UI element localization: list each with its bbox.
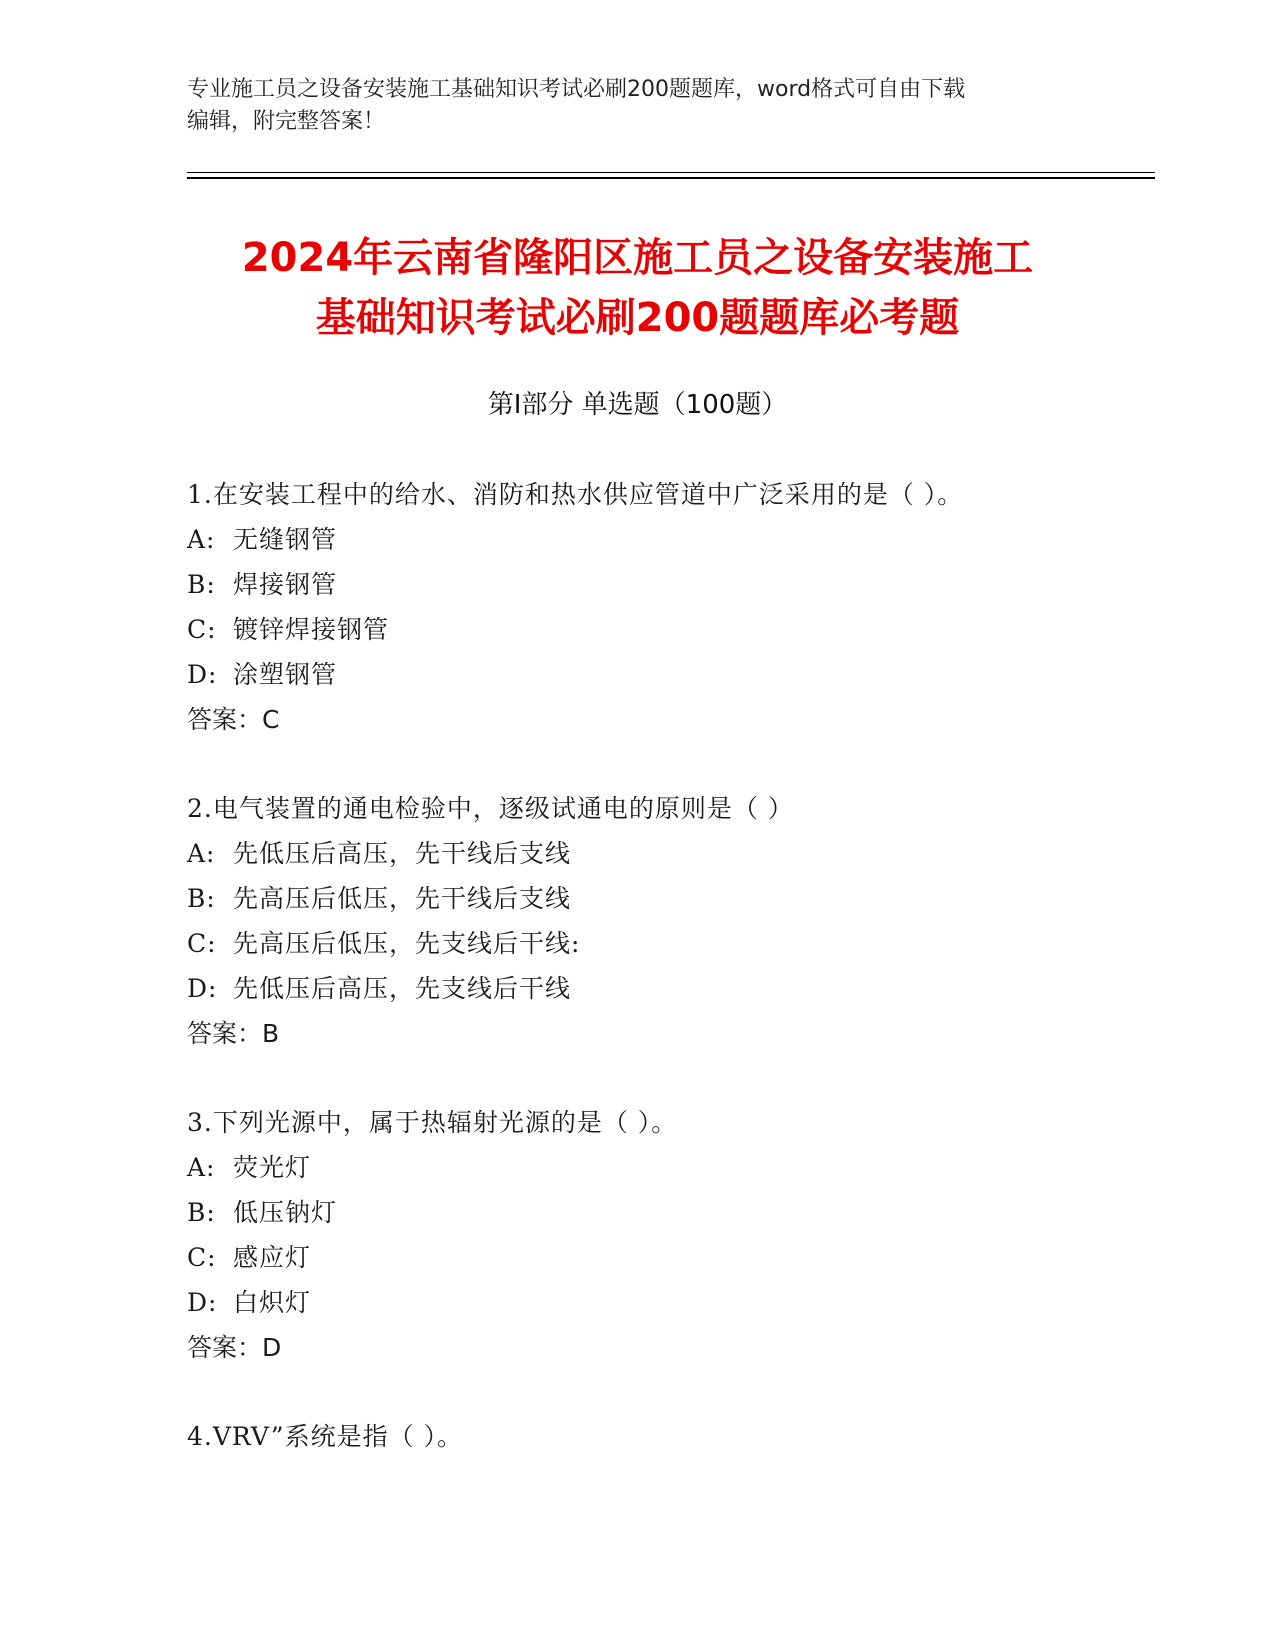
answer-line (187, 1011, 1147, 1056)
option-text: 先高压后低压，先支线后干线: (233, 929, 581, 958)
document-title (0, 228, 1275, 348)
option-key: C: (187, 929, 217, 958)
question-stem: 2.电气装置的通电检验中，逐级试通电的原则是（ ） (187, 794, 794, 823)
question-stem: 1.在安装工程中的给水、消防和热水供应管道中广泛采用的是（ ）。 (187, 480, 964, 509)
option-key: D: (187, 1288, 218, 1317)
question-stem: 3.下列光源中，属于热辐射光源的是（ ）。 (187, 1108, 678, 1137)
answer-line (187, 1325, 1147, 1370)
option-c (187, 1235, 1147, 1280)
header-note-line-2: 编辑，附完整答案！ (187, 109, 386, 134)
header-rule-thin (187, 172, 1155, 173)
option-text: 低压钠灯 (233, 1198, 338, 1227)
option-b (187, 1190, 1147, 1235)
answer-value: D (262, 1333, 282, 1362)
option-key: C: (187, 615, 217, 644)
option-a (187, 831, 1147, 876)
option-text: 白炽灯 (233, 1288, 312, 1317)
option-a (187, 1145, 1147, 1190)
option-text: 先低压后高压，先支线后干线 (233, 974, 572, 1003)
option-text: 感应灯 (233, 1243, 312, 1272)
option-text: 镀锌焊接钢管 (233, 615, 390, 644)
option-key: B: (187, 884, 216, 913)
option-d (187, 966, 1147, 1011)
option-b (187, 562, 1147, 607)
section-heading: 第Ⅰ部分 单选题（100题） (487, 390, 788, 420)
header-note-line-1: 专业施工员之设备安装施工基础知识考试必刷200题题库，word格式可自由下载 (187, 77, 966, 102)
question-2 (187, 786, 1147, 1056)
option-c (187, 921, 1147, 966)
answer-line (187, 697, 1147, 742)
option-c (187, 607, 1147, 652)
option-key: A: (187, 1153, 216, 1182)
option-text: 先低压后高压，先干线后支线 (233, 839, 572, 868)
answer-value: B (262, 1019, 280, 1048)
header-rule-thick (187, 177, 1155, 179)
option-d (187, 652, 1147, 697)
question-3 (187, 1100, 1147, 1370)
option-text: 焊接钢管 (233, 570, 338, 599)
option-text: 荧光灯 (233, 1153, 312, 1182)
option-d (187, 1280, 1147, 1325)
option-key: A: (187, 839, 216, 868)
answer-label: 答案： (187, 1019, 263, 1048)
header-note (187, 74, 1087, 138)
answer-value: C (262, 705, 280, 734)
option-key: A: (187, 525, 216, 554)
document-title-line-1: 2024年云南省隆阳区施工员之设备安装施工 (241, 235, 1034, 281)
answer-label: 答案： (187, 705, 263, 734)
option-text: 先高压后低压，先干线后支线 (233, 884, 572, 913)
option-key: B: (187, 570, 216, 599)
question-4 (187, 1414, 1147, 1459)
option-key: D: (187, 660, 218, 689)
option-key: D: (187, 974, 218, 1003)
question-list (187, 472, 1147, 1503)
option-a (187, 517, 1147, 562)
option-text: 无缝钢管 (233, 525, 338, 554)
question-stem: 4.VRV”系统是指（ ）。 (187, 1422, 464, 1451)
document-title-line-2: 基础知识考试必刷200题题库必考题 (315, 295, 960, 341)
option-b (187, 876, 1147, 921)
option-key: C: (187, 1243, 217, 1272)
question-1 (187, 472, 1147, 742)
answer-label: 答案： (187, 1333, 263, 1362)
option-key: B: (187, 1198, 216, 1227)
option-text: 涂塑钢管 (233, 660, 338, 689)
